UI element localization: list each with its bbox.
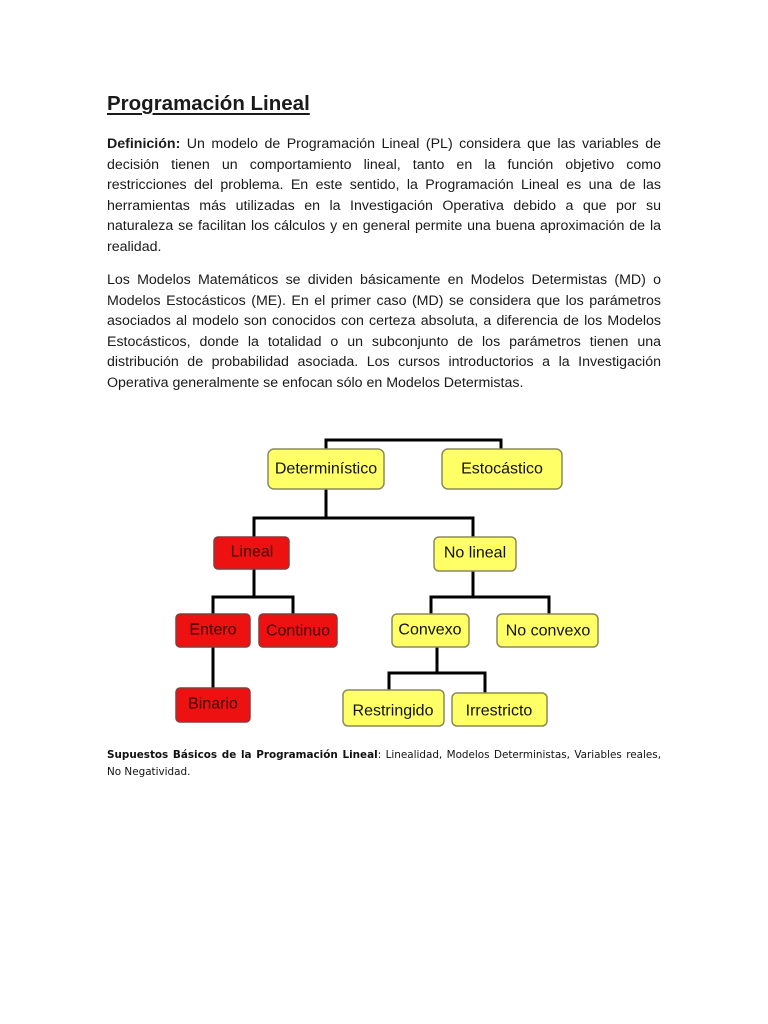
definition-label: Definición: xyxy=(107,136,181,152)
diagram-node-no-convexo xyxy=(497,614,598,647)
node-label: No convexo xyxy=(505,622,591,640)
definition-text: Un modelo de Programación Lineal (PL) considera que las variables de decisión tienen un comportamiento lineal, tanto en la función objetivo como restricciones del problema. En este sentido, la Programación Lineal es una de las herramientas más utilizadas en la Investigación Operativa debido a que por su naturaleza se facilitan los cálculos y en general permite una buena aproximación de la realidad. xyxy=(107,136,661,255)
node-label: Convexo xyxy=(398,621,462,639)
diagram-node-no-lineal xyxy=(434,537,516,571)
assumptions-note xyxy=(107,747,661,780)
node-label: Irrestricto xyxy=(465,702,533,720)
assumptions-text: : Linealidad, Modelos Deterministas, Variables reales, No Negatividad. xyxy=(107,749,661,778)
node-label: Restringido xyxy=(352,702,434,720)
node-label: Lineal xyxy=(230,543,274,561)
node-label: Estocástico xyxy=(461,460,543,478)
node-label: No lineal xyxy=(443,544,507,562)
diagram-node-convexo xyxy=(392,614,469,647)
diagram-node-lineal xyxy=(214,537,289,569)
diagram-node-restringido xyxy=(343,690,444,726)
page-title: Programación Lineal xyxy=(107,92,310,115)
node-label: Continuo xyxy=(265,622,331,640)
connector-det-children xyxy=(254,518,473,537)
diagram-node-binario xyxy=(176,688,250,722)
diagram-node-deterministico xyxy=(268,449,384,489)
node-label: Binario xyxy=(188,695,238,713)
node-label: Entero xyxy=(189,621,237,639)
diagram-node-entero xyxy=(176,614,250,647)
diagram-node-continuo xyxy=(259,614,337,647)
assumptions-label: Supuestos Básicos de la Programación Lineal xyxy=(107,749,378,761)
diagram-node-estocastico xyxy=(442,449,562,489)
node-label: Determinístico xyxy=(274,460,378,478)
connector-no-lineal-children xyxy=(431,597,549,614)
connector-lineal-children xyxy=(213,597,293,614)
models-paragraph: Los Modelos Matemáticos se dividen básicamente en Modelos Determistas (MD) o Modelos Estocásticos (ME). En el primer caso (MD) se considera que los parámetros asociados al modelo son conocidos con certeza absoluta, a diferencia de los Modelos Estocásticos, donde la totalidad o un subconjunto de los parámetros tienen una distribución de probabilidad asociada. Los cursos introductorios a la Investigación Operativa generalmente se enfocan sólo en Modelos Determistas. xyxy=(107,272,661,391)
connector-root xyxy=(326,440,501,449)
diagram-node-irrestricto xyxy=(452,693,547,726)
